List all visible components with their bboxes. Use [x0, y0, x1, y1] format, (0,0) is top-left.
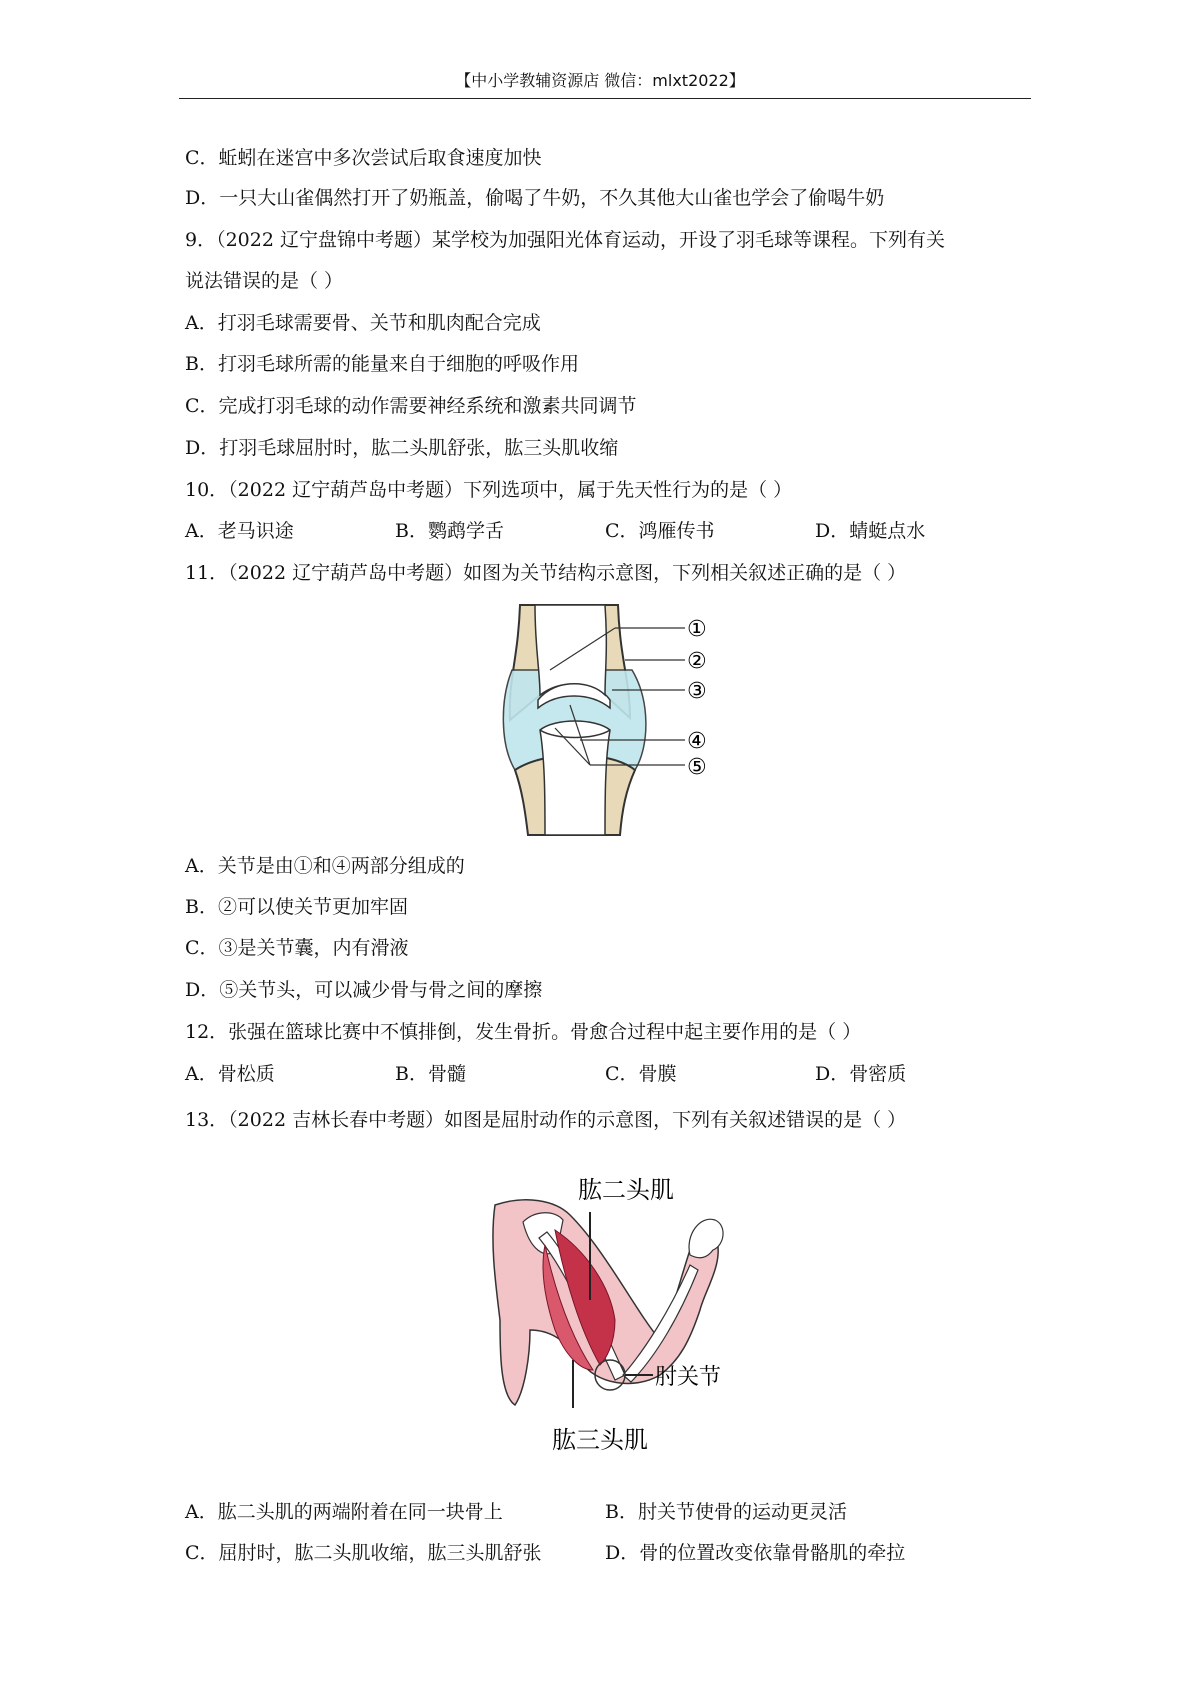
- q13-option-a: A．肱二头肌的两端附着在同一块骨上: [185, 1501, 503, 1523]
- q13-option-b: B．肘关节使骨的运动更灵活: [605, 1501, 847, 1523]
- q12-stem: 12．张强在篮球比赛中不慎排倒，发生骨折。骨愈合过程中起主要作用的是（ ）: [185, 1021, 862, 1043]
- q12-option-b: B．骨髓: [395, 1063, 466, 1085]
- header-rule: [179, 98, 1031, 99]
- joint-label-4: ④: [687, 729, 707, 754]
- q11-option-d: D．⑤关节头，可以减少骨与骨之间的摩擦: [185, 979, 543, 1001]
- q9-option-a: A．打羽毛球需要骨、关节和肌肉配合完成: [185, 312, 541, 334]
- joint-label-2: ②: [687, 649, 707, 674]
- q11-option-b: B．②可以使关节更加牢固: [185, 896, 408, 918]
- q13-stem: 13．（2022 吉林长春中考题）如图是屈肘动作的示意图，下列有关叙述错误的是（ ）: [185, 1109, 907, 1131]
- q10-stem: 10．（2022 辽宁葫芦岛中考题）下列选项中，属于先天性行为的是（ ）: [185, 479, 793, 501]
- q8-option-c: C．蚯蚓在迷宫中多次尝试后取食速度加快: [185, 147, 542, 169]
- triceps-label: 肱三头肌: [552, 1426, 648, 1454]
- joint-label-5: ⑤: [687, 755, 707, 780]
- joint-structure-figure: [500, 600, 730, 840]
- q10-option-d: D．蜻蜓点水: [815, 520, 926, 542]
- q8-option-d: D．一只大山雀偶然打开了奶瓶盖，偷喝了牛奶，不久其他大山雀也学会了偷喝牛奶: [185, 187, 885, 209]
- q9-option-d: D．打羽毛球屈肘时，肱二头肌舒张，肱三头肌收缩: [185, 437, 619, 459]
- page-header: 【中小学教辅资源店 微信：mlxt2022】: [455, 71, 745, 90]
- q10-option-c: C．鸿雁传书: [605, 520, 715, 542]
- q9-option-c: C．完成打羽毛球的动作需要神经系统和激素共同调节: [185, 395, 637, 417]
- q11-stem: 11．（2022 辽宁葫芦岛中考题）如图为关节结构示意图，下列相关叙述正确的是（ ）: [185, 562, 907, 584]
- q9-stem-cont: 说法错误的是（ ）: [185, 270, 344, 292]
- q9-stem: 9．（2022 辽宁盘锦中考题）某学校为加强阳光体育运动，开设了羽毛球等课程。下列有关: [185, 229, 945, 251]
- elbow-label: 肘关节: [655, 1365, 722, 1390]
- q10-option-b: B．鹦鹉学舌: [395, 520, 504, 542]
- q12-option-a: A．骨松质: [185, 1063, 275, 1085]
- q12-option-d: D．骨密质: [815, 1063, 907, 1085]
- joint-label-1: ①: [687, 617, 707, 642]
- q11-option-c: C．③是关节囊，内有滑液: [185, 937, 409, 959]
- q10-option-a: A．老马识途: [185, 520, 294, 542]
- q13-option-c: C．屈肘时，肱二头肌收缩，肱三头肌舒张: [185, 1542, 542, 1564]
- biceps-label: 肱二头肌: [578, 1176, 674, 1204]
- q12-option-c: C．骨膜: [605, 1063, 677, 1085]
- elbow-flexion-figure: [485, 1170, 735, 1460]
- q9-option-b: B．打羽毛球所需的能量来自于细胞的呼吸作用: [185, 353, 579, 375]
- q13-option-d: D．骨的位置改变依靠骨骼肌的牵拉: [605, 1542, 906, 1564]
- q11-option-a: A．关节是由①和④两部分组成的: [185, 855, 465, 877]
- joint-label-3: ③: [687, 679, 707, 704]
